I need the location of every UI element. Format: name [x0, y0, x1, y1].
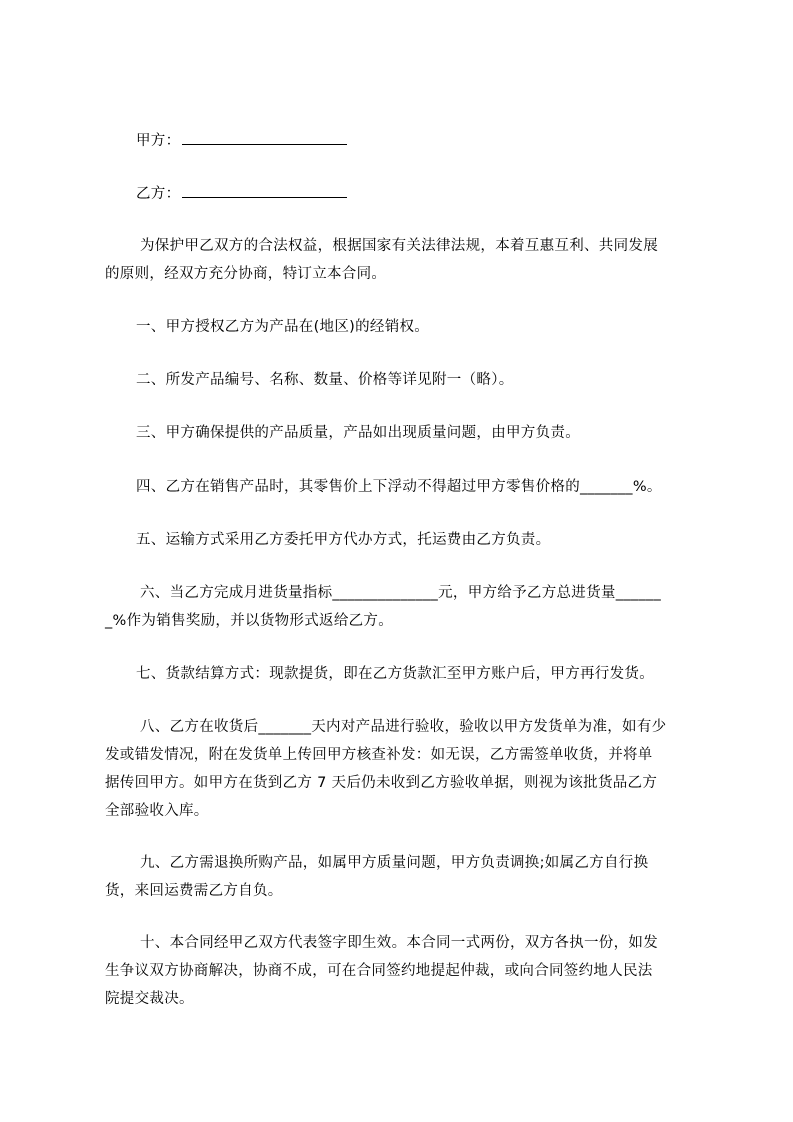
clause-8-line-2: 发或错发情况，附在发货单上传回甲方核查补发：如无误，乙方需签单收货，并将单: [105, 747, 653, 763]
clause-9-line-2: 货，来回运费需乙方自负。: [105, 883, 283, 899]
clause-8-line-3: 据传回甲方。如甲方在货到乙方 7 天后仍未收到乙方验收单据，则视为该批货品乙方: [105, 775, 658, 791]
clause-6-line-2: _%作为销售奖励，并以货物形式返给乙方。: [105, 613, 394, 629]
party-a-blank: [182, 130, 347, 145]
party-a-label: 甲方：: [136, 133, 181, 149]
clause-10-line-1: 十、本合同经甲乙双方代表签字即生效。本合同一式两份，双方各执一份，如发: [140, 935, 658, 951]
clause-1: 一、甲方授权乙方为产品在(地区)的经销权。: [136, 319, 430, 335]
party-a-line: [136, 130, 347, 151]
clause-2: 二、所发产品编号、名称、数量、价格等详见附一（略）。: [136, 372, 514, 388]
clause-7: 七、货款结算方式：现款提货，即在乙方货款汇至甲方账户后，甲方再行发货。: [136, 666, 654, 682]
preamble-line-2: 的原则，经双方充分协商，特订立本合同。: [105, 266, 387, 282]
clause-8-line-4: 全部验收入库。: [105, 803, 209, 819]
party-b-blank: [182, 183, 347, 198]
clause-5: 五、运输方式采用乙方委托甲方代办方式，托运费由乙方负责。: [136, 532, 551, 548]
clause-10-line-3: 院提交裁决。: [105, 991, 194, 1007]
clause-10-line-2: 生争议双方协商解决，协商不成，可在合同签约地提起仲裁，或向合同签约地人民法: [105, 963, 653, 979]
clause-4: 四、乙方在销售产品时，其零售价上下浮动不得超过甲方零售价格的_______%。: [136, 479, 662, 495]
preamble-line-1: 为保护甲乙双方的合法权益，根据国家有关法律法规，本着互惠互利、共同发展: [140, 238, 658, 254]
party-b-label: 乙方：: [136, 186, 181, 202]
clause-9-line-1: 九、乙方需退换所购产品，如属甲方质量问题，甲方负责调换;如属乙方自行换: [140, 855, 649, 871]
clause-6-line-1: 六、当乙方完成月进货量指标______________元，甲方给予乙方总进货量______: [140, 585, 661, 601]
clause-8-line-1: 八、乙方在收货后_______天内对产品进行验收，验收以甲方发货单为准，如有少: [140, 719, 667, 735]
clause-3: 三、甲方确保提供的产品质量，产品如出现质量问题，由甲方负责。: [136, 425, 580, 441]
party-b-line: [136, 183, 347, 204]
